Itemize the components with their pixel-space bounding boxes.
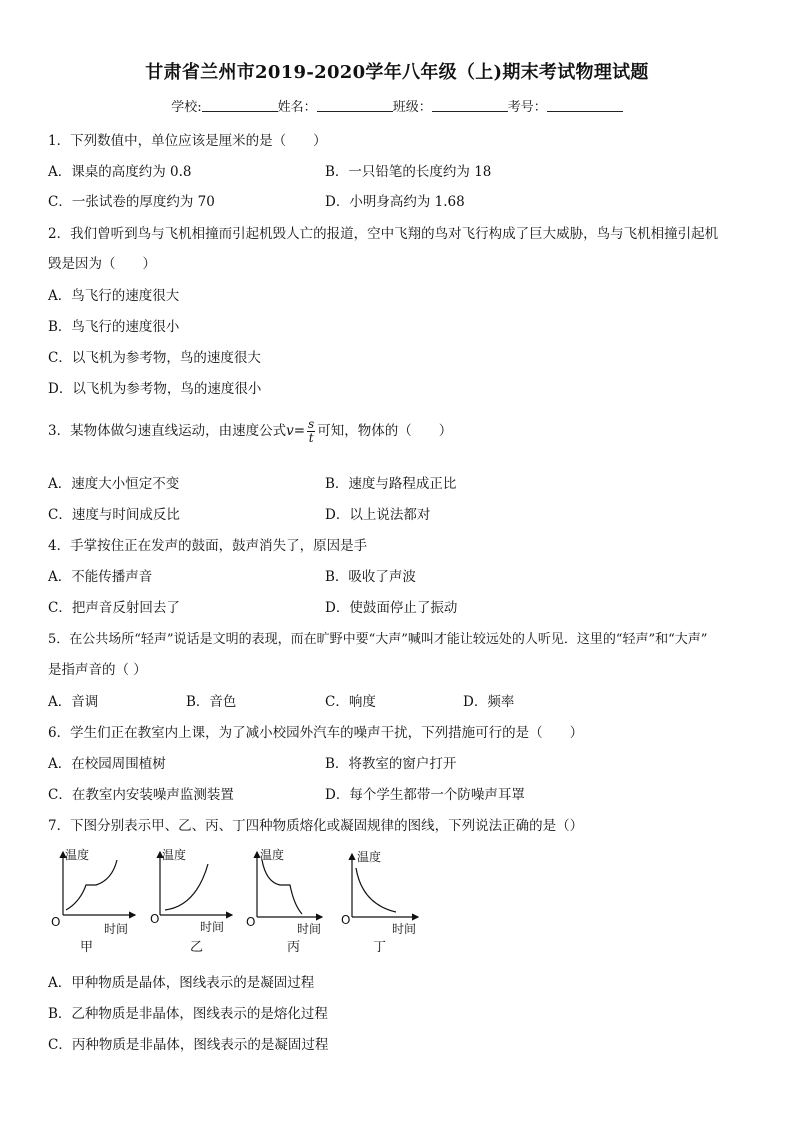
- q6-option-b[interactable]: B．将教室的窗户打开: [325, 756, 457, 772]
- graph-bing: [246, 847, 322, 955]
- q3-option-d[interactable]: D．以上说法都对: [325, 507, 431, 523]
- student-info-row: [0, 96, 794, 115]
- exam-title: 甘肃省兰州市2019-2020学年八年级（上)期末考试物理试题: [145, 62, 649, 83]
- q7-option-a[interactable]: A．甲种物质是晶体，图线表示的是凝固过程: [48, 975, 315, 991]
- class-label: 班级：: [392, 100, 432, 115]
- graph-ding: [341, 849, 418, 955]
- graph-jia-curve: [66, 860, 117, 910]
- graph-jia-y-label: 温度: [65, 848, 90, 862]
- q1-option-d[interactable]: D．小明身高约为 1.68: [325, 194, 465, 210]
- q1-option-b[interactable]: B．一只铅笔的长度约为 18: [325, 164, 492, 180]
- q3-option-a[interactable]: A．速度大小恒定不变: [48, 476, 180, 492]
- q5-stem-line1: 5．在公共场所“轻声”说话是文明的表现，而在旷野中要“大声”喊叫才能让较远处的人听见．这里的“轻声”和“大声”: [48, 632, 708, 647]
- q3-stem-post: 可知，物体的（ ）: [317, 423, 453, 439]
- q3-formula-eq: =: [293, 423, 306, 439]
- q3-formula-fraction: [307, 418, 315, 445]
- q2-option-c[interactable]: C．以飞机为参考物，鸟的速度很大: [48, 350, 261, 366]
- graph-ding-name: 丁: [373, 940, 387, 955]
- graph-yi: [150, 847, 232, 955]
- number-field[interactable]: [547, 99, 623, 112]
- q2-stem-line2: 毁是因为（ ）: [48, 256, 156, 272]
- q1-option-c[interactable]: C．一张试卷的厚度约为 70: [48, 194, 215, 210]
- q3-option-b[interactable]: B．速度与路程成正比: [325, 476, 457, 492]
- q2-stem-line1: 2．我们曾听到鸟与飞机相撞而引起机毁人亡的报道，空中飞翔的鸟对飞行构成了巨大威胁，鸟与飞机相撞引起机: [48, 226, 719, 242]
- graph-yi-origin: O: [150, 912, 160, 926]
- q7-option-c[interactable]: C．丙种物质是非晶体，图线表示的是凝固过程: [48, 1037, 329, 1053]
- class-field[interactable]: [432, 99, 508, 112]
- q7-stem: 7．下图分别表示甲、乙、丙、丁四种物质熔化或凝固规律的图线，下列说法正确的是（）: [48, 818, 584, 834]
- graph-ding-y-label: 温度: [357, 850, 382, 864]
- q5-stem-line2: 是指声音的（ ）: [48, 662, 147, 678]
- name-field[interactable]: [317, 99, 393, 112]
- school-label: 学校:: [171, 100, 202, 115]
- q5-option-c[interactable]: C．响度: [325, 694, 376, 710]
- q5-option-a[interactable]: A．音调: [48, 694, 99, 710]
- graph-bing-curve: [262, 860, 302, 914]
- q1-stem: 1．下列数值中，单位应该是厘米的是（ ）: [48, 133, 327, 149]
- q3-stem: [48, 416, 452, 446]
- graph-yi-y-label: 温度: [162, 848, 187, 862]
- q4-option-d[interactable]: D．使鼓面停止了振动: [325, 600, 458, 616]
- q6-stem: 6．学生们正在教室内上课，为了减小校园外汽车的噪声干扰，下列措施可行的是（ ）: [48, 725, 584, 741]
- graph-ding-origin: O: [341, 913, 351, 927]
- graph-bing-x-label: 时间: [297, 922, 322, 936]
- q2-option-a[interactable]: A．鸟飞行的速度很大: [48, 288, 180, 304]
- q3-formula-numerator: s: [308, 417, 315, 431]
- q3-option-c[interactable]: C．速度与时间成反比: [48, 507, 180, 523]
- graph-ding-x-label: 时间: [392, 922, 417, 936]
- q7-option-b[interactable]: B．乙种物质是非晶体，图线表示的是熔化过程: [48, 1006, 328, 1022]
- q6-option-a[interactable]: A．在校园周围植树: [48, 756, 166, 772]
- q2-option-d[interactable]: D．以飞机为参考物，鸟的速度很小: [48, 381, 262, 397]
- q4-option-b[interactable]: B．吸收了声波: [325, 569, 416, 585]
- graph-ding-curve: [356, 868, 396, 912]
- graph-bing-name: 丙: [287, 940, 301, 955]
- q3-formula-denominator: t: [308, 431, 314, 445]
- number-label: 考号：: [507, 100, 547, 115]
- graph-yi-x-label: 时间: [200, 920, 225, 934]
- graph-jia-x-label: 时间: [104, 922, 129, 936]
- q7-graphs: [0, 840, 794, 970]
- graph-jia: [51, 847, 135, 955]
- graph-yi-name: 乙: [190, 940, 204, 955]
- q4-option-a[interactable]: A．不能传播声音: [48, 569, 153, 585]
- q3-formula-v: v: [286, 423, 294, 439]
- q6-option-c[interactable]: C．在教室内安装噪声监测装置: [48, 787, 234, 803]
- school-field[interactable]: [202, 99, 278, 112]
- graph-jia-origin: O: [51, 915, 61, 929]
- q5-option-b[interactable]: B．音色: [186, 694, 237, 710]
- q6-option-d[interactable]: D．每个学生都带一个防噪声耳罩: [325, 787, 525, 803]
- q5-option-d[interactable]: D．频率: [463, 694, 515, 710]
- q2-option-b[interactable]: B．鸟飞行的速度很小: [48, 319, 180, 335]
- q3-stem-pre: 3．某物体做匀速直线运动，由速度公式: [48, 423, 287, 439]
- graph-bing-y-label: 温度: [260, 848, 285, 862]
- q1-option-a[interactable]: A．课桌的高度约为 0.8: [48, 164, 192, 180]
- q4-stem: 4．手掌按住正在发声的鼓面，鼓声消失了，原因是手: [48, 538, 368, 554]
- graph-bing-origin: O: [246, 915, 256, 929]
- graph-jia-name: 甲: [80, 940, 94, 955]
- q4-option-c[interactable]: C．把声音反射回去了: [48, 600, 180, 616]
- name-label: 姓名：: [277, 100, 317, 115]
- graph-yi-curve: [165, 864, 208, 910]
